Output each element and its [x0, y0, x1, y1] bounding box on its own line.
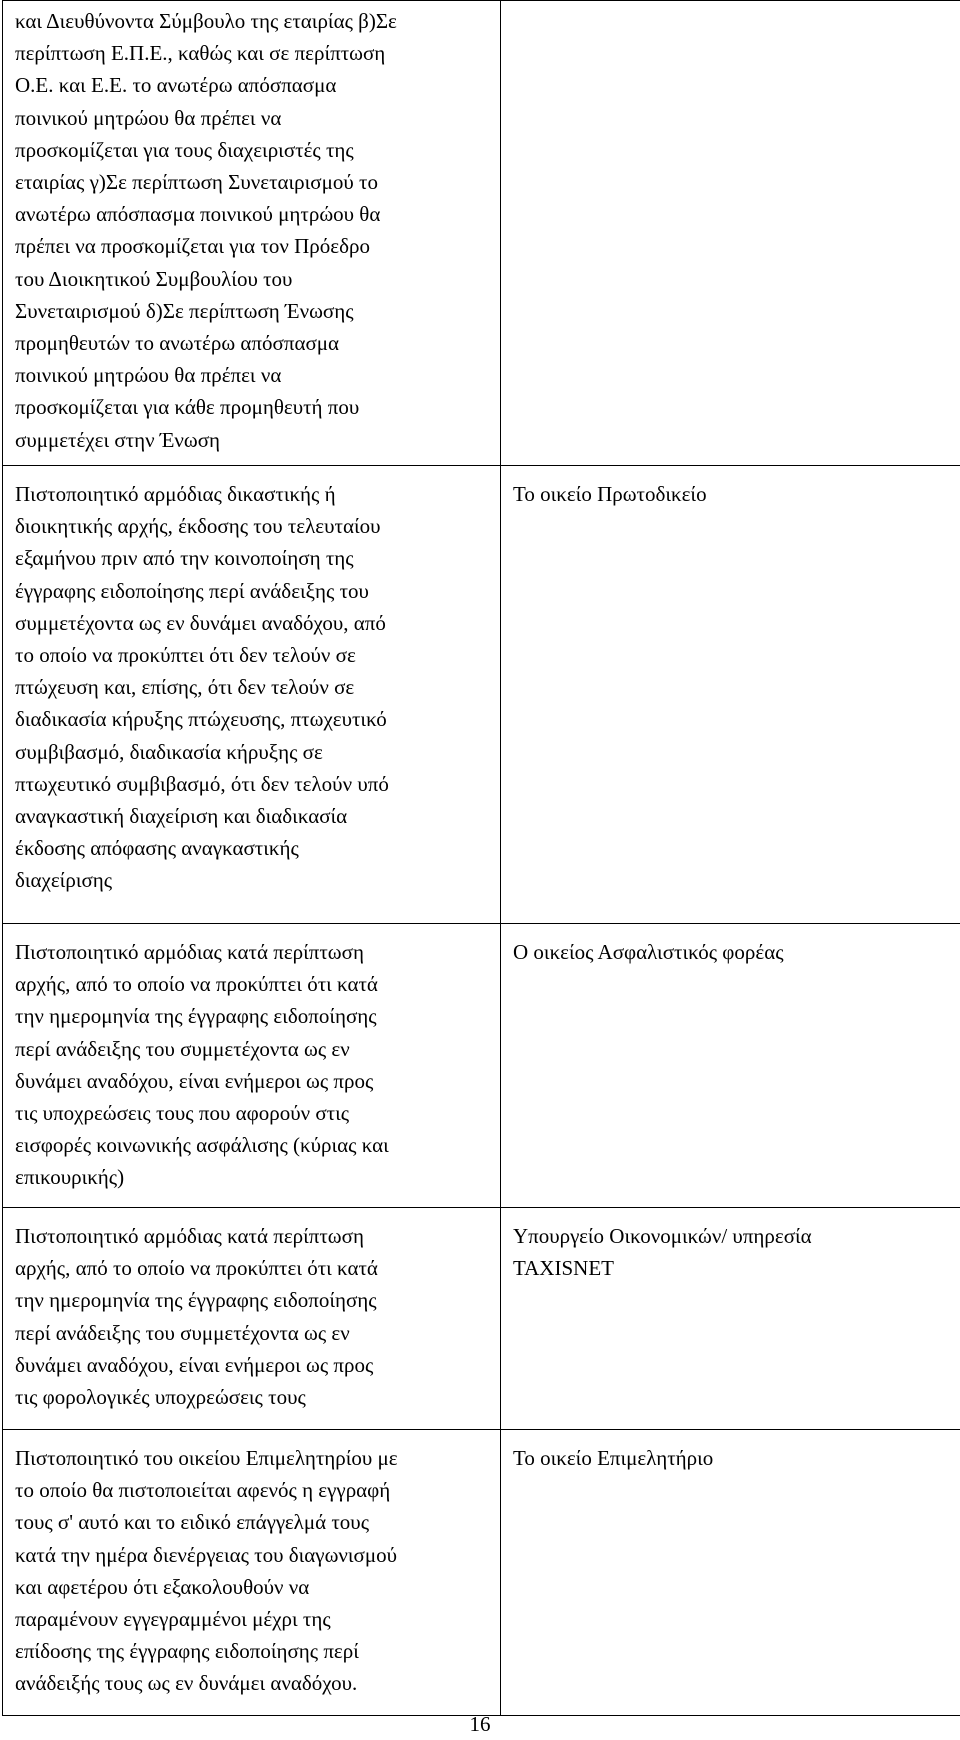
- document-description: Πιστοποιητικό του οικείου Επιμελητηρίου με το οποίο θα πιστοποιείται αφενός η εγγραφή τους σ' αυτό και το ειδικό επάγγελμά τους κατά την ημέρα διενέργειας του διαγωνισμού και αφετέρου ότι εξακολουθούν να παραμένουν εγγεγραμμένοι μέχρι της επίδοσης της έγγραφης ειδοποίησης περί ανάδειξής τους ως εν δυνάμει αναδόχου.: [15, 1446, 398, 1696]
- document-description-cell: [3, 1430, 501, 1716]
- documents-table: [2, 0, 960, 1716]
- issuing-authority-cell: [501, 1, 960, 466]
- table-row: [3, 924, 960, 1208]
- document-description: και Διευθύνοντα Σύμβουλο της εταιρίας β)Σε περίπτωση Ε.Π.Ε., καθώς και σε περίπτωση Ο.Ε. και Ε.Ε. το ανωτέρω απόσπασμα ποινικού μητρώου θα πρέπει να προσκομίζεται για τους διαχειριστές της εταιρίας γ)Σε περίπτωση Συνεταιρισμού το ανωτέρω απόσπασμα ποινικού μητρώου θα πρέπει να προσκομίζεται για τον Πρόεδρο του Διοικητικού Συμβουλίου του Συνεταιρισμού δ)Σε περίπτωση Ένωσης προμηθευτών το ανωτέρω απόσπασμα ποινικού μητρώου θα πρέπει να προσκομίζεται για κάθε προμηθευτή που συμμετέχει στην Ένωση: [15, 9, 397, 452]
- document-description-cell: [3, 924, 501, 1208]
- issuing-authority: Το οικείο Πρωτοδικείο: [513, 482, 707, 506]
- document-description: Πιστοποιητικό αρμόδιας δικαστικής ή διοικητικής αρχής, έκδοσης του τελευταίου εξαμήνου πριν από την κοινοποίηση της έγγραφης ειδοποίησης περί ανάδειξης του συμμετέχοντα ως εν δυνάμει αναδόχου, από το οποίο να προκύπτει ότι δεν τελούν σε πτώχευση και, επίσης, ότι δεν τελούν σε διαδικασία κήρυξης πτώχευσης, πτωχευτικό συμβιβασμό, διαδικασία κήρυξης σε πτωχευτικό συμβιβασμό, ότι δεν τελούν υπό αναγκαστική διαχείριση και διαδικασία έκδοσης απόφασης αναγκαστικής διαχείρισης: [15, 482, 389, 893]
- document-description: Πιστοποιητικό αρμόδιας κατά περίπτωση αρχής, από το οποίο να προκύπτει ότι κατά την ημερομηνία της έγγραφης ειδοποίησης περί ανάδειξης του συμμετέχοντα ως εν δυνάμει αναδόχου, είναι ενήμεροι ως προς τις υποχρεώσεις τους που αφορούν στις εισφορές κοινωνικής ασφάλισης (κύριας και επικουρικής): [15, 940, 389, 1190]
- table-row: [3, 466, 960, 924]
- page-number: 16: [469, 1712, 491, 1736]
- document-description-cell: [3, 466, 501, 924]
- issuing-authority: Ο οικείος Ασφαλιστικός φορέας: [513, 940, 784, 964]
- document-description-cell: [3, 1208, 501, 1430]
- document-description: Πιστοποιητικό αρμόδιας κατά περίπτωση αρχής, από το οποίο να προκύπτει ότι κατά την ημερομηνία της έγγραφης ειδοποίησης περί ανάδειξης του συμμετέχοντα ως εν δυνάμει αναδόχου, είναι ενήμεροι ως προς τις φορολογικές υποχρεώσεις τους: [15, 1224, 378, 1410]
- issuing-authority-cell: [501, 1208, 960, 1430]
- document-description-cell: [3, 1, 501, 466]
- table-row: [3, 1, 960, 466]
- table-row: [3, 1430, 960, 1716]
- issuing-authority: Υπουργείο Οικονομικών/ υπηρεσία TAXISNET: [513, 1224, 812, 1281]
- issuing-authority-cell: [501, 1430, 960, 1716]
- issuing-authority: Το οικείο Επιμελητήριο: [513, 1446, 714, 1470]
- table-row: [3, 1208, 960, 1430]
- issuing-authority-cell: [501, 466, 960, 924]
- issuing-authority-cell: [501, 924, 960, 1208]
